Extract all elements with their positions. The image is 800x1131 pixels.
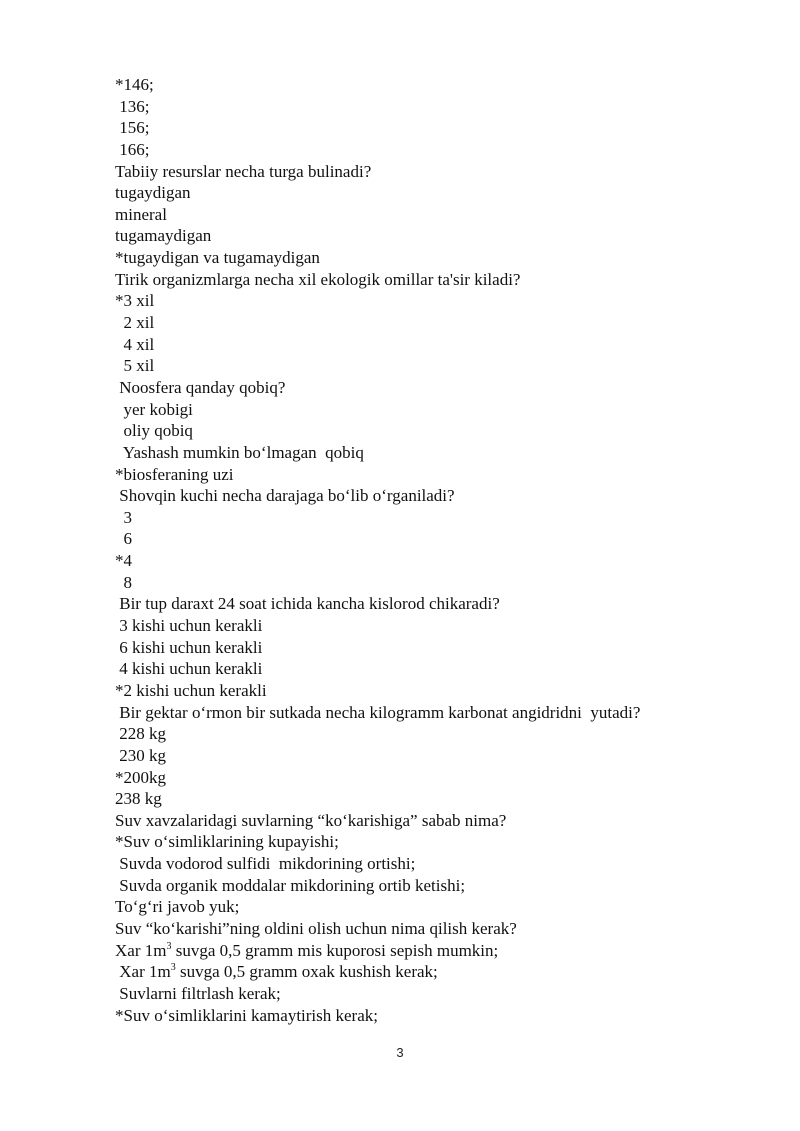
question-list [115,74,740,1026]
question-line: Tirik organizmlarga necha xil ekologik omillar ta'sir kiladi? [115,269,521,289]
question-line: Shovqin kuchi necha darajaga bo‘lib o‘rganiladi? [115,486,455,506]
answer-line: 230 kg [115,745,166,765]
answer-text-start: Xar 1m [115,962,171,982]
answer-line: 5 xil [115,356,155,376]
answer-line: 238 kg [115,789,162,809]
answer-line: 3 kishi uchun kerakli [115,616,263,636]
answer-line: 6 kishi uchun kerakli [115,637,263,657]
answer-text-start: Xar 1m [115,940,167,960]
answer-line: 4 xil [115,334,155,354]
question-line: Suv “ko‘karishi”ning oldini olish uchun nima qilish kerak? [115,918,517,938]
page-number: 3 [396,1045,404,1060]
correct-answer-line: *Suv o‘simliklarining kupayishi; [115,832,339,852]
correct-answer-line: *4 [115,551,132,571]
answer-text-end: suvga 0,5 gramm mis kuporosi sepish mumkin; [171,940,499,960]
answer-line: 8 [115,572,132,592]
answer-line: Yashash mumkin bo‘lmagan qobiq [115,442,364,462]
text-line: 156; [115,118,150,138]
answer-line: 6 [115,529,132,549]
answer-line: Suvlarni filtrlash kerak; [115,983,281,1003]
correct-answer-line: *Suv o‘simliklarini kamaytirish kerak; [115,1005,378,1025]
correct-answer-line: *200kg [115,767,166,787]
question-line: Bir tup daraxt 24 soat ichida kancha kislorod chikaradi? [115,594,500,614]
question-line: Noosfera qanday qobiq? [115,377,286,397]
answer-line: oliy qobiq [115,421,193,441]
answer-line: 4 kishi uchun kerakli [115,659,263,679]
question-line: Suv xavzalaridagi suvlarning “ko‘karishiga” sabab nima? [115,810,507,830]
correct-answer-line: *biosferaning uzi [115,464,234,484]
correct-answer-line: *3 xil [115,291,155,311]
text-line: 166; [115,139,150,159]
correct-answer-line: *tugaydigan va tugamaydigan [115,248,320,268]
question-line: Tabiiy resurslar necha turga bulinadi? [115,161,372,181]
answer-line: To‘g‘ri javob yuk; [115,897,240,917]
answer-text-end: suvga 0,5 gramm oxak kushish kerak; [175,962,438,982]
answer-line: mineral [115,204,167,224]
answer-line [115,940,740,962]
correct-answer-line: *2 kishi uchun kerakli [115,680,267,700]
question-line: Bir gektar o‘rmon bir sutkada necha kilogramm karbonat angidridni yutadi? [115,702,641,722]
answer-line: 228 kg [115,724,166,744]
answer-line: Suvda vodorod sulfidi mikdorining ortishi; [115,854,416,874]
answer-line: yer kobigi [115,399,193,419]
answer-line: Suvda organik moddalar mikdorining ortib ketishi; [115,875,466,895]
answer-line: 2 xil [115,313,155,333]
text-line: *146; [115,75,154,94]
superscript-unit: 3 [170,962,176,974]
text-line: 136; [115,96,150,116]
superscript-unit: 3 [166,940,172,952]
answer-line: tugamaydigan [115,226,212,246]
answer-line: 3 [115,507,132,527]
answer-line: tugaydigan [115,183,191,203]
answer-line [115,961,740,983]
